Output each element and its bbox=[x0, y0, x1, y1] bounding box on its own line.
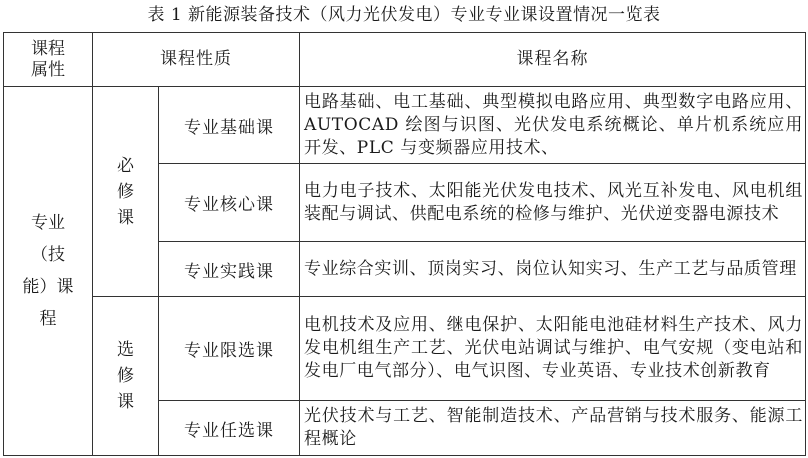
header-course-nature: 课程性质 bbox=[93, 33, 300, 87]
course-kind: 专业限选课 bbox=[159, 297, 300, 401]
course-names: 电路基础、电工基础、典型模拟电路应用、典型数字电路应用、AUTOCAD 绘图与识图、光伏发电系统概论、单片机系统应用开发、PLC 与变频器应用技术、 bbox=[300, 87, 806, 164]
course-table bbox=[3, 32, 806, 456]
course-kind: 专业实践课 bbox=[159, 242, 300, 297]
course-names: 电力电子技术、太阳能光伏发电技术、风光互补发电、风电机组装配与调试、供配电系统的检修与维护、光伏逆变器电源技术 bbox=[300, 164, 806, 242]
table-header-row bbox=[4, 33, 806, 87]
course-names: 光伏技术与工艺、智能制造技术、产品营销与技术服务、能源工程概论 bbox=[300, 401, 806, 456]
required-group-cell: 必修课 bbox=[93, 87, 159, 297]
table-row bbox=[4, 87, 806, 164]
table-row bbox=[4, 297, 806, 401]
table-caption: 表 1 新能源装备技术（风力光伏发电）专业专业课设置情况一览表 bbox=[147, 5, 661, 25]
course-names: 专业综合实训、顶岗实习、岗位认知实习、生产工艺与品质管理 bbox=[300, 242, 806, 297]
header-course-names: 课程名称 bbox=[300, 33, 806, 87]
course-kind: 专业基础课 bbox=[159, 87, 300, 164]
header-course-attribute: 课程属性 bbox=[4, 33, 93, 87]
course-names: 电机技术及应用、继电保护、太阳能电池硅材料生产技术、风力发电机组生产工艺、光伏电站调试与维护、电气安规（变电站和发电厂电气部分）、电气识图、专业英语、专业技术创新教育 bbox=[300, 297, 806, 401]
course-kind: 专业核心课 bbox=[159, 164, 300, 242]
attribute-cell: 专业（技能）课程 bbox=[4, 87, 93, 456]
course-kind: 专业任选课 bbox=[159, 401, 300, 456]
elective-group-cell: 选修课 bbox=[93, 297, 159, 456]
